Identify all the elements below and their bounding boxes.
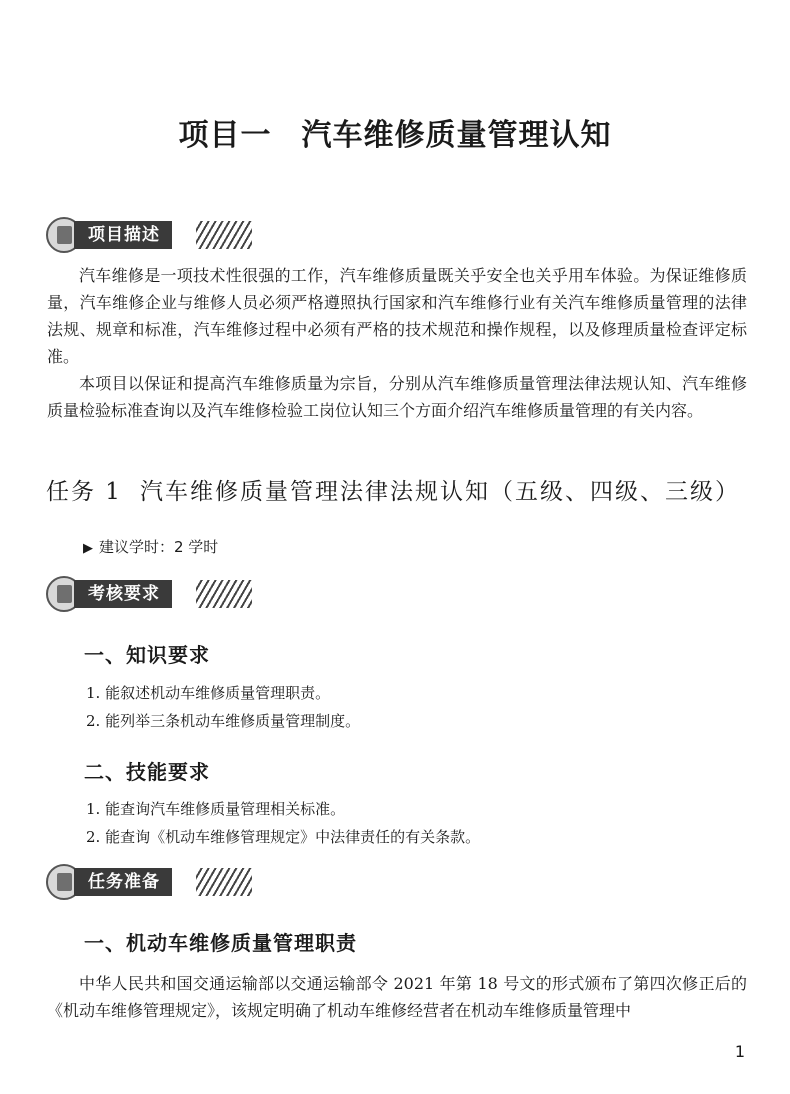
banner-label: 考核要求 [74, 580, 172, 608]
duties-paragraph: 中华人民共和国交通运输部以交通运输部令 2021 年第 18 号文的形式颁布了第四次修正后的《机动车维修管理规定》，该规定明确了机动车维修经营者在机动车维修质量管理中 [47, 974, 747, 1020]
banner-preparation [46, 864, 221, 900]
task-title [46, 473, 766, 506]
suggested-hours-text: 建议学时：2 学时 [99, 538, 219, 556]
banner-stripes [196, 868, 252, 896]
banner-stripes [196, 221, 252, 249]
banner-assessment [46, 576, 221, 612]
project-number: 项目一 [178, 118, 272, 153]
skills-heading: 二、技能要求 [84, 760, 210, 784]
skills-item-1: 1. 能查询汽车维修质量管理相关标准。 [86, 800, 346, 818]
banner-label: 项目描述 [74, 221, 172, 249]
description-paragraph-2: 本项目以保证和提高汽车维修质量为宗旨，分别从汽车维修质量管理法律法规认知、汽车维修质量检验标准查询以及汽车维修检验工岗位认知三个方面介绍汽车维修质量管理的有关内容。 [47, 374, 747, 420]
banner-stripes [196, 580, 252, 608]
knowledge-heading: 一、知识要求 [84, 643, 210, 667]
banner-label: 任务准备 [74, 868, 172, 896]
triangle-icon: ▶ [83, 541, 93, 556]
task-number: 任务 1 [46, 479, 122, 505]
project-title-text: 汽车维修质量管理认知 [301, 118, 612, 153]
page-number: 1 [734, 1042, 745, 1061]
project-title [0, 110, 790, 154]
duties-heading: 一、机动车维修质量管理职责 [84, 931, 357, 955]
knowledge-item-1: 1. 能叙述机动车维修质量管理职责。 [86, 684, 331, 702]
knowledge-item-2: 2. 能列举三条机动车维修质量管理制度。 [86, 712, 361, 730]
description-paragraph-1: 汽车维修是一项技术性很强的工作，汽车维修质量既关乎安全也关乎用车体验。为保证维修质量，汽车维修企业与维修人员必须严格遵照执行国家和汽车维修行业有关汽车维修质量管理的法律法规、规章和标准，汽车维修过程中必须有严格的技术规范和操作规程，以及修理质量检查评定标准。 [47, 266, 747, 366]
suggested-hours [83, 536, 218, 557]
banner-project-description [46, 217, 221, 253]
task-title-text: 汽车维修质量管理法律法规认知（五级、四级、三级） [139, 479, 740, 505]
skills-item-2: 2. 能查询《机动车维修管理规定》中法律责任的有关条款。 [86, 828, 481, 846]
